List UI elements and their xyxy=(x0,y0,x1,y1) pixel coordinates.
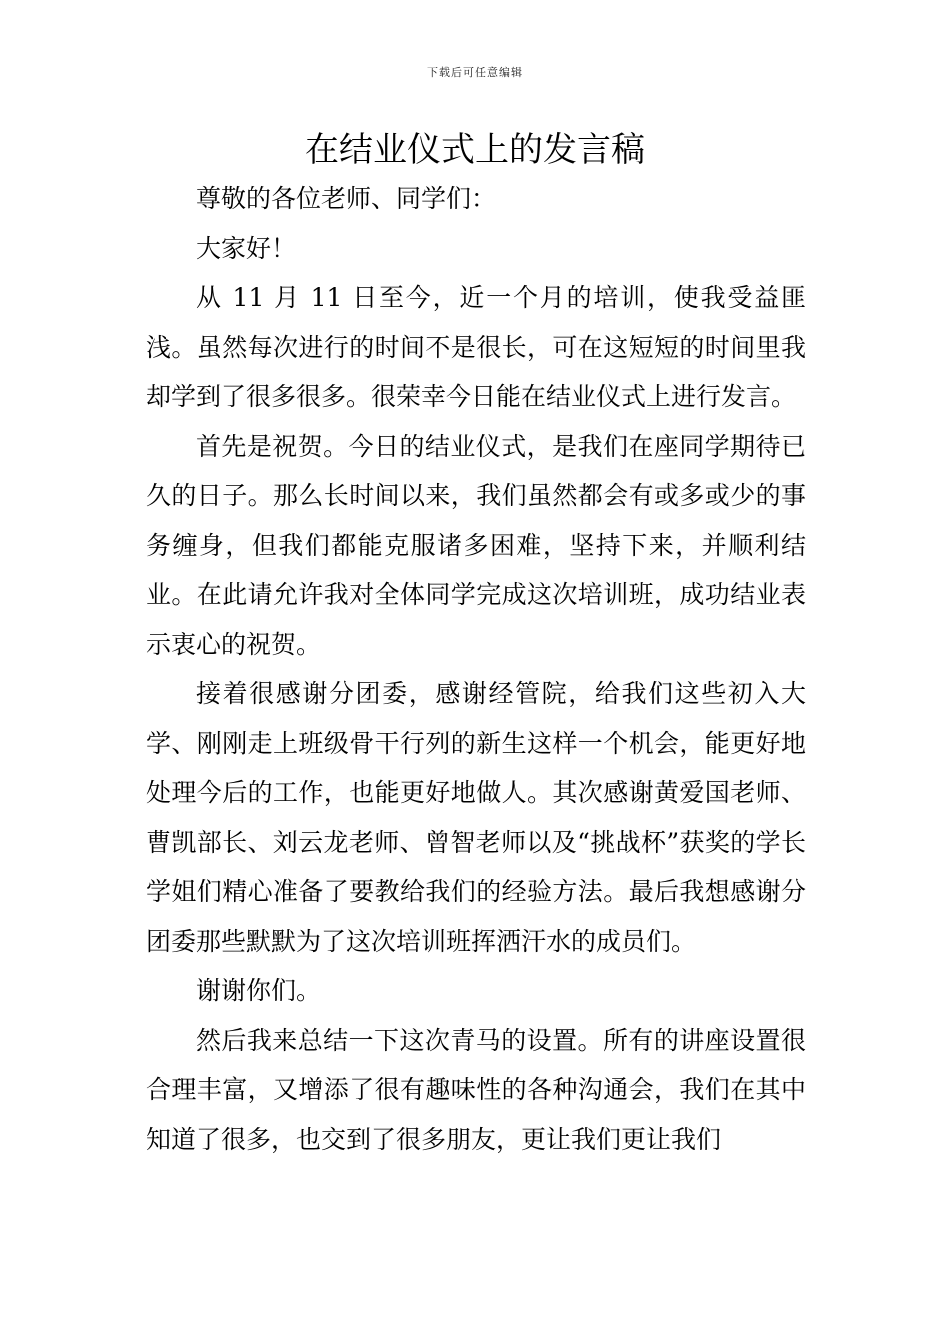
header-note: 下载后可任意编辑 xyxy=(427,66,523,79)
paragraph-summary: 然后我来总结一下这次青马的设置。所有的讲座设置很合理丰富，又增添了很有趣味性的各种沟通会，我们在其中知道了很多，也交到了很多朋友，更让我们更让我们 xyxy=(146,1025,806,1154)
document-body xyxy=(146,174,806,1164)
paragraph-thank-you: 谢谢你们。 xyxy=(196,976,322,1005)
greeting: 大家好！ xyxy=(196,233,297,263)
paragraph-intro: 从 11 月 11 日至今，近一个月的培训，使我受益匪浅。虽然每次进行的时间不是很长，可在这短短的时间里我却学到了很多很多。很荣幸今日能在结业仪式上进行发言。 xyxy=(146,283,806,411)
paragraph-congratulations: 首先是祝贺。今日的结业仪式，是我们在座同学期待已久的日子。那么长时间以来，我们虽然都会有或多或少的事务缠身，但我们都能克服诸多困难，坚持下来，并顺利结业。在此请允许我对全体同学完成这次培训班，成功结业表示衷心的祝贺。 xyxy=(146,431,806,659)
salutation: 尊敬的各位老师、同学们： xyxy=(196,184,497,213)
document-title: 在结业仪式上的发言稿 xyxy=(305,130,645,170)
paragraph-thanks: 接着很感谢分团委，感谢经管院，给我们这些初入大学、刚刚走上班级骨干行列的新生这样一个机会，能更好地处理今后的工作，也能更好地做人。其次感谢黄爱国老师、曹凯部长、刘云龙老师、曾智老师以及“挑战杯”获奖的学长学姐们精心准备了要教给我们的经验方法。最后我想感谢分团委那些默默为了这次培训班挥洒汗水的成员们。 xyxy=(146,679,806,956)
